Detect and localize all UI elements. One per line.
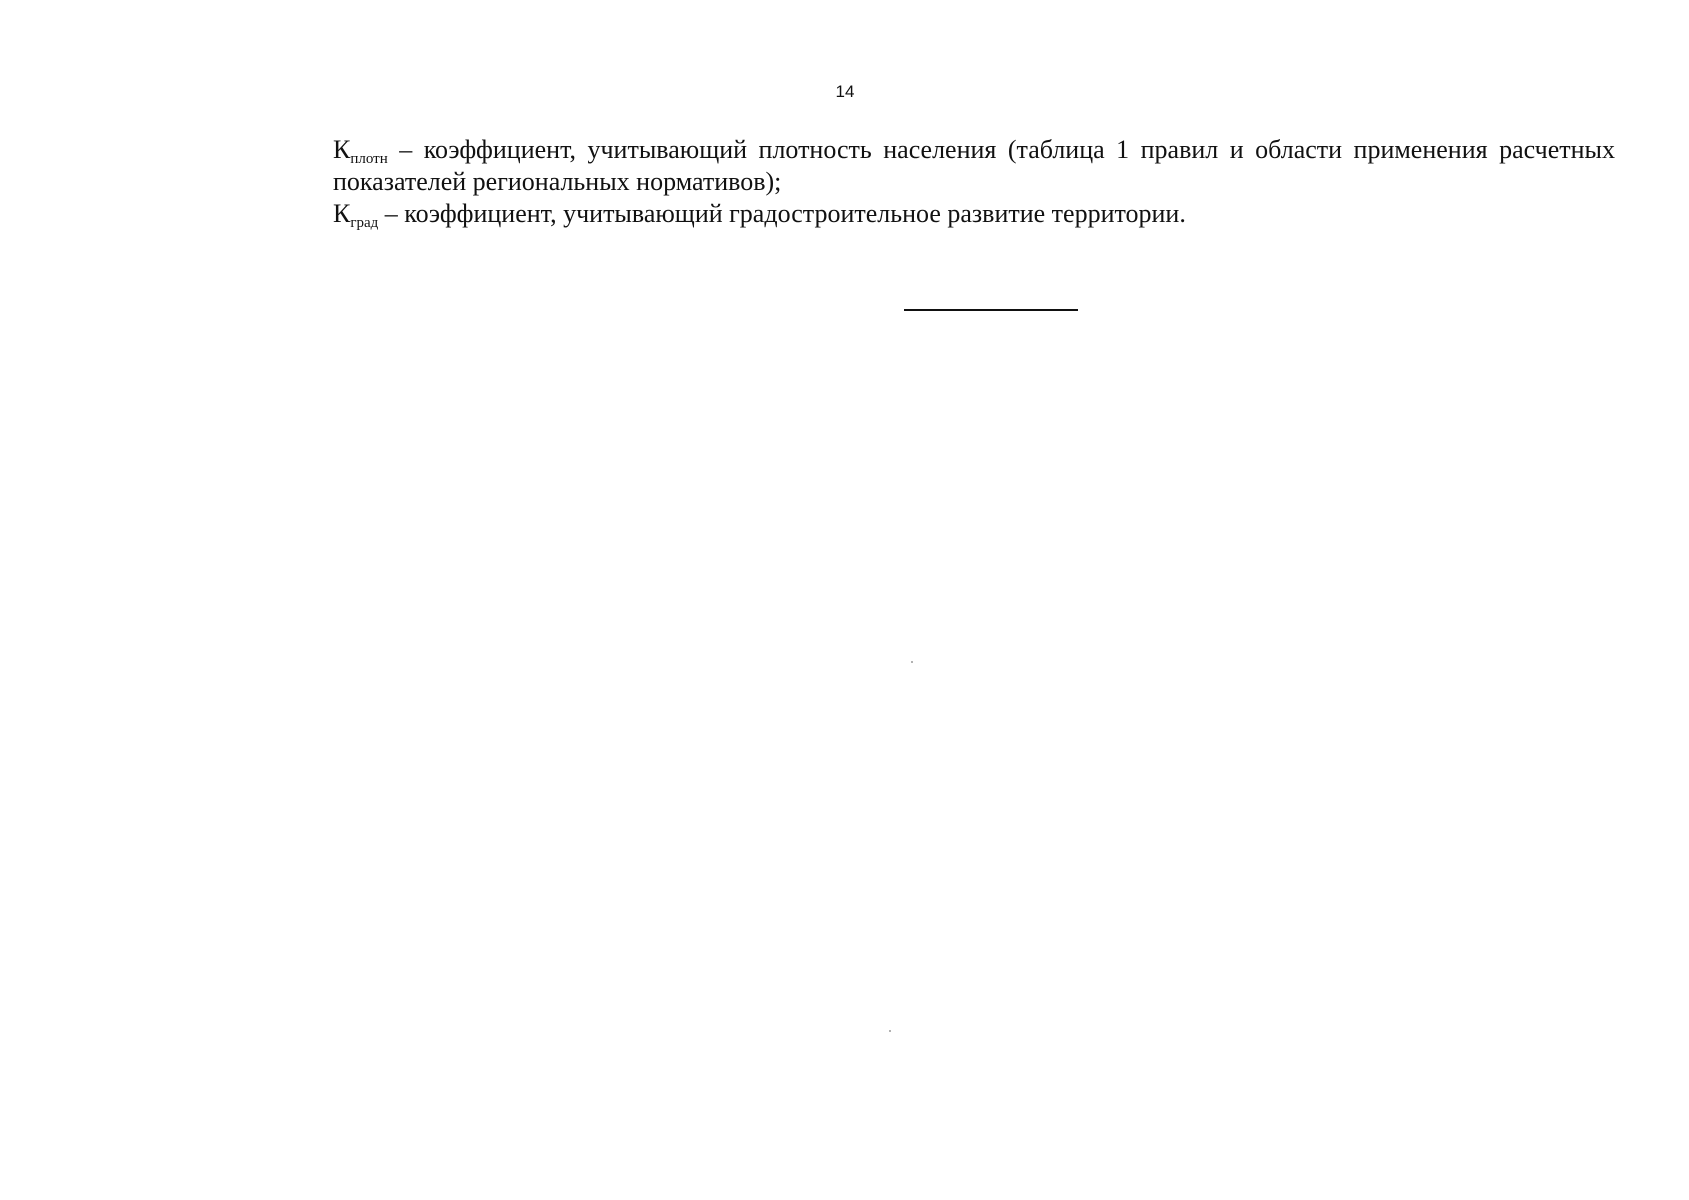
definition-urban-development — [333, 198, 1615, 230]
scan-dust-mark — [889, 1030, 891, 1032]
urban-development-coefficient-description: – коэффициент, учитывающий градостроительное развитие территории. — [378, 199, 1186, 228]
definition-density — [333, 134, 1615, 198]
page-number: 14 — [835, 82, 855, 101]
definitions-text — [333, 134, 1615, 230]
urban-development-coefficient-subscript: град — [350, 215, 379, 231]
density-coefficient-symbol: К — [333, 135, 351, 164]
scan-dust-mark — [911, 661, 913, 663]
closing-horizontal-rule — [904, 309, 1078, 311]
density-coefficient-subscript: плотн — [350, 151, 388, 167]
density-coefficient-description: – коэффициент, учитывающий плотность населения (таблица 1 правил и области применения расчетных показателей региональных нормативов); — [333, 135, 1615, 196]
urban-development-coefficient-symbol: К — [333, 199, 351, 228]
